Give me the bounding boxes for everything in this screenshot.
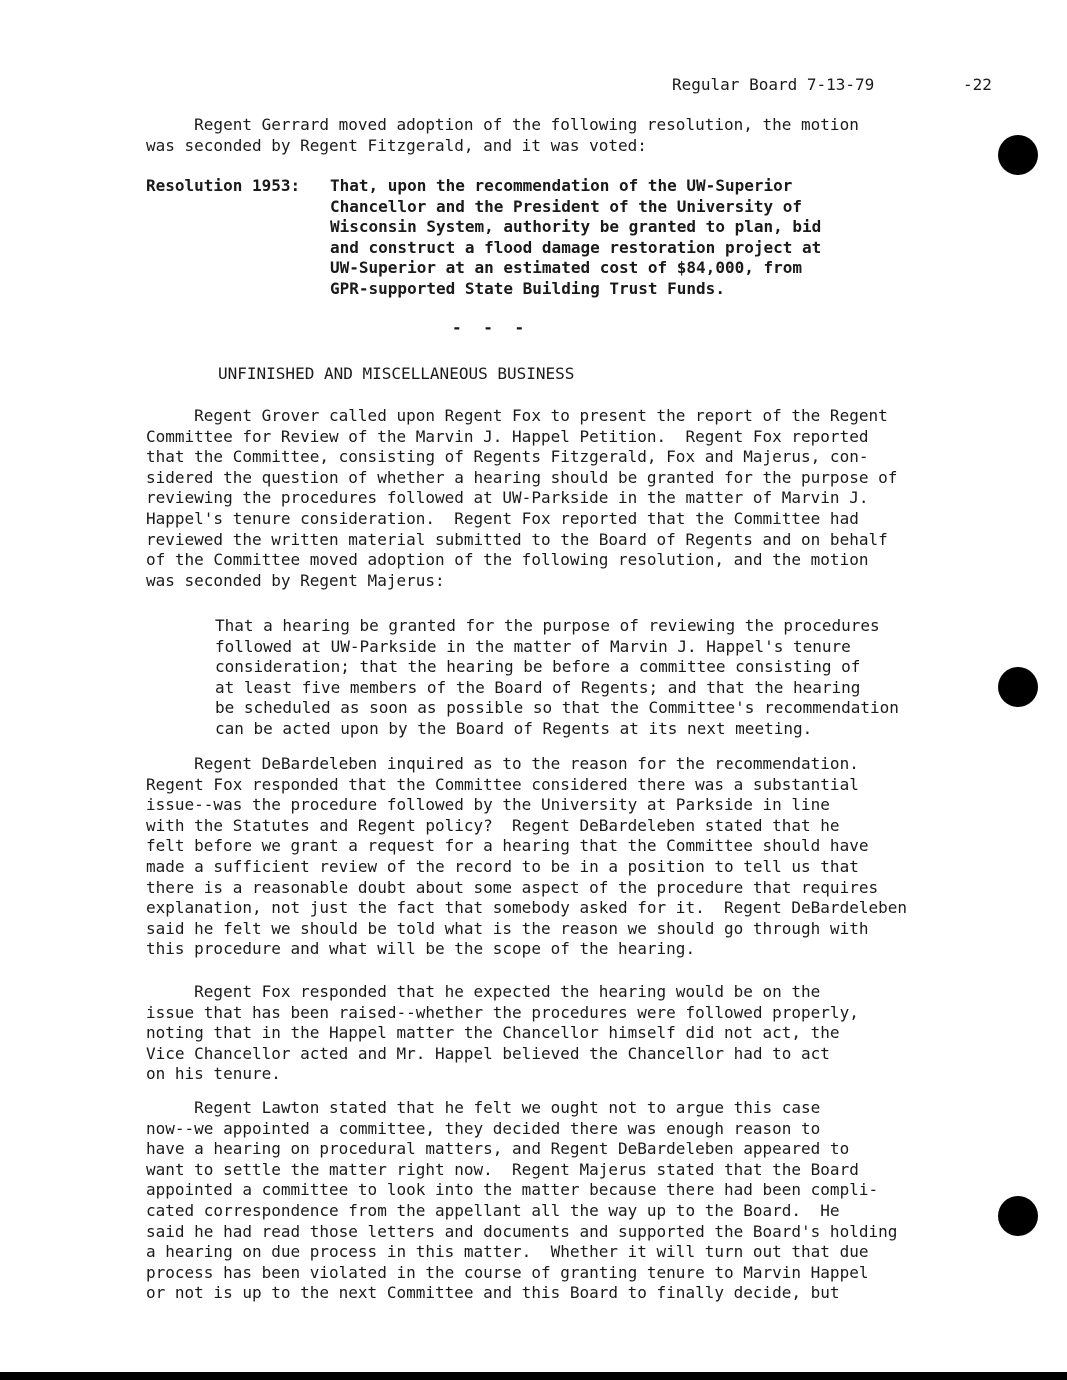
text-line: appointed a committee to look into the matter because there had been compli- xyxy=(146,1180,879,1200)
text-line: reviewed the written material submitted to the Board of Regents and on behalf xyxy=(146,529,888,549)
text-line: Chancellor and the President of the University of xyxy=(330,196,803,216)
text-line: GPR-supported State Building Trust Funds. xyxy=(330,278,725,298)
paragraph-fox xyxy=(146,982,859,1085)
text-line: Committee for Review of the Marvin J. Happel Petition. Regent Fox reported xyxy=(146,426,869,446)
resolution-label: Resolution 1953: xyxy=(146,176,301,195)
page-number: -22 xyxy=(963,75,992,94)
text-line: with the Statutes and Regent policy? Regent DeBardeleben stated that he xyxy=(146,815,840,835)
text-line: issue that has been raised--whether the procedures were followed properly, xyxy=(146,1002,859,1022)
text-line: want to settle the matter right now. Regent Majerus stated that the Board xyxy=(146,1159,859,1179)
text-line: cated correspondence from the appellant all the way up to the Board. He xyxy=(146,1200,840,1220)
text-line: Regent Grover called upon Regent Fox to present the report of the Regent xyxy=(146,406,888,425)
text-line: explanation, not just the fact that somebody asked for it. Regent DeBardeleben xyxy=(146,898,907,918)
text-line: That a hearing be granted for the purpose of reviewing the procedures xyxy=(215,616,880,635)
text-line: of the Committee moved adoption of the following resolution, and the motion xyxy=(146,550,869,570)
punch-hole-icon xyxy=(998,135,1038,175)
text-line: That, upon the recommendation of the UW-Superior xyxy=(330,176,793,195)
text-line: can be acted upon by the Board of Regents at its next meeting. xyxy=(215,718,813,738)
quoted-resolution xyxy=(215,616,899,740)
text-line: and construct a flood damage restoration project at xyxy=(330,237,822,257)
paragraph-debardeleben xyxy=(146,754,907,960)
section-separator: - - - xyxy=(452,318,531,337)
text-line: this procedure and what will be the scope of the hearing. xyxy=(146,939,696,959)
text-line: followed at UW-Parkside in the matter of Marvin J. Happel's tenure xyxy=(215,636,851,656)
text-line: issue--was the procedure followed by the University at Parkside in line xyxy=(146,795,830,815)
text-line: UW-Superior at an estimated cost of $84,000, from xyxy=(330,258,803,278)
text-line: Regent Lawton stated that he felt we ought not to argue this case xyxy=(146,1098,821,1117)
text-line: Regent DeBardeleben inquired as to the reason for the recommendation. xyxy=(146,754,859,773)
text-line: at least five members of the Board of Regents; and that the hearing xyxy=(215,677,861,697)
text-line: said he had read those letters and documents and supported the Board's holding xyxy=(146,1221,898,1241)
text-line: felt before we grant a request for a hearing that the Committee should have xyxy=(146,836,869,856)
page-header: Regular Board 7-13-79 xyxy=(672,75,875,94)
punch-hole-icon xyxy=(998,667,1038,707)
text-line: sidered the question of whether a hearing should be granted for the purpose of xyxy=(146,467,898,487)
text-line: a hearing on due process in this matter. Whether it will turn out that due xyxy=(146,1242,869,1262)
text-line: Regent Fox responded that the Committee considered there was a substantial xyxy=(146,774,859,794)
text-line: on his tenure. xyxy=(146,1064,281,1084)
text-line: said he felt we should be told what is the reason we should go through with xyxy=(146,918,869,938)
scan-edge-bar xyxy=(0,1372,1067,1380)
text-line: be scheduled as soon as possible so that the Committee's recommendation xyxy=(215,698,899,718)
text-line: process has been violated in the course of granting tenure to Marvin Happel xyxy=(146,1262,869,1282)
text-line: was seconded by Regent Majerus: xyxy=(146,570,445,590)
text-line: Wisconsin System, authority be granted to plan, bid xyxy=(330,217,822,237)
intro-paragraph xyxy=(146,115,859,156)
text-line: or not is up to the next Committee and this Board to finally decide, but xyxy=(146,1283,840,1303)
text-line: that the Committee, consisting of Regents Fitzgerald, Fox and Majerus, con- xyxy=(146,447,869,467)
text-line: Happel's tenure consideration. Regent Fox reported that the Committee had xyxy=(146,508,859,528)
section-heading: UNFINISHED AND MISCELLANEOUS BUSINESS xyxy=(218,364,575,383)
text-line: consideration; that the hearing be before a committee consisting of xyxy=(215,657,861,677)
text-line: reviewing the procedures followed at UW-Parkside in the matter of Marvin J. xyxy=(146,488,869,508)
text-line: Regent Gerrard moved adoption of the following resolution, the motion xyxy=(146,115,859,134)
text-line: there is a reasonable doubt about some aspect of the procedure that requires xyxy=(146,877,879,897)
text-line: made a sufficient review of the record to be in a position to tell us that xyxy=(146,856,859,876)
text-line: was seconded by Regent Fitzgerald, and it was voted: xyxy=(146,135,647,155)
text-line: now--we appointed a committee, they decided there was enough reason to xyxy=(146,1118,821,1138)
text-line: Vice Chancellor acted and Mr. Happel believed the Chancellor had to act xyxy=(146,1043,830,1063)
text-line: Regent Fox responded that he expected the hearing would be on the xyxy=(146,982,821,1001)
resolution-text xyxy=(330,176,821,300)
paragraph-grover xyxy=(146,406,897,591)
paragraph-lawton xyxy=(146,1098,897,1304)
text-line: noting that in the Happel matter the Chancellor himself did not act, the xyxy=(146,1023,840,1043)
text-line: have a hearing on procedural matters, and Regent DeBardeleben appeared to xyxy=(146,1139,850,1159)
punch-hole-icon xyxy=(998,1196,1038,1236)
